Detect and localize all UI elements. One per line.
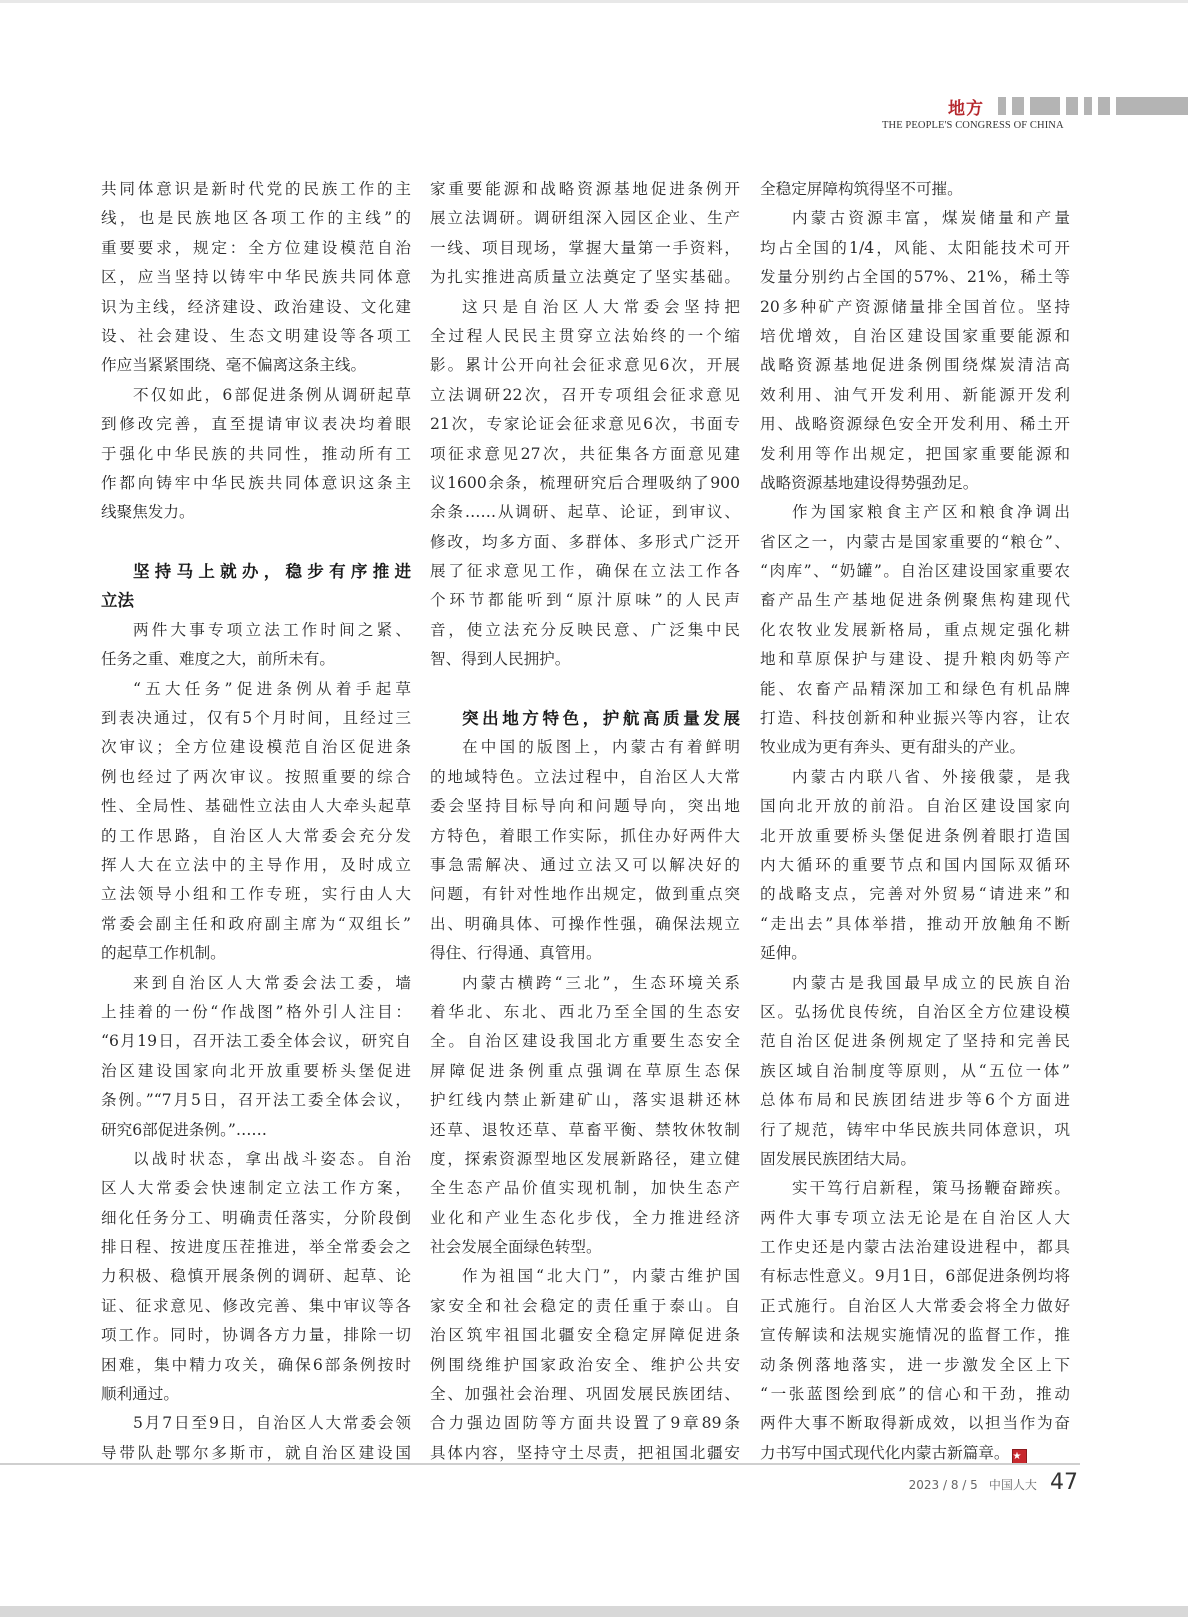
line-text: 有标志性意义。9月1日，6部促进条例均将 (760, 1267, 1070, 1286)
text-line (760, 675, 1070, 704)
star-end-mark-icon: ★ (1012, 1449, 1027, 1464)
text-line (430, 763, 740, 792)
paragraph-gap (101, 528, 411, 557)
line-text: 能、农畜产品精深加工和绿色有机品牌 (760, 679, 1070, 698)
text-line (430, 263, 740, 292)
line-text: 任务之重、难度之大，前所未有。 (101, 650, 335, 669)
line-text: 战略资源基地促进条例围绕煤炭清洁高 (760, 356, 1070, 375)
line-text: 委会坚持目标导向和问题导向，突出地 (430, 797, 740, 816)
text-line (101, 1057, 411, 1086)
text-line (760, 263, 1070, 292)
article-column-2 (430, 175, 740, 1468)
line-text: 线聚焦发力。 (101, 503, 195, 522)
line-text: 性、全局性、基础性立法由人大牵头起草 (101, 797, 411, 816)
text-line (101, 469, 411, 498)
page-footer (909, 1470, 1078, 1500)
text-line (760, 763, 1070, 792)
line-text: 于强化中华民族的共同性，推动所有工 (101, 444, 411, 463)
text-line (430, 293, 740, 322)
text-line (101, 293, 411, 322)
text-line (101, 204, 411, 233)
line-text: 着华北、东北、西北乃至全国的生态安 (430, 1002, 740, 1021)
text-line (760, 1262, 1070, 1291)
text-line (430, 910, 740, 939)
text-line (760, 1351, 1070, 1380)
line-text: 到修改完善，直至提请审议表决均着眼 (101, 415, 411, 434)
line-text: 两件大事专项立法工作时间之紧、 (133, 620, 411, 639)
text-line (430, 733, 740, 762)
text-line (101, 792, 411, 821)
line-text: 方特色，着眼工作实际，抓住办好两件大 (430, 826, 740, 845)
line-text: 培优增效，自治区建设国家重要能源和 (760, 326, 1070, 345)
line-text: 发利用等作出规定，把国家重要能源和 (760, 444, 1070, 463)
text-line (760, 351, 1070, 380)
text-line (101, 1174, 411, 1203)
line-text: 用、战略资源绿色安全开发利用、稀土开 (760, 415, 1070, 434)
text-line (430, 1174, 740, 1203)
line-text: 5月7日至9日，自治区人大常委会领 (133, 1414, 411, 1433)
paragraph-gap (430, 675, 740, 704)
line-text: 为扎实推进高质量立法奠定了坚实基础。 (430, 268, 740, 287)
line-text: 固发展民族团结大局。 (760, 1149, 916, 1168)
line-text: 出、明确具体、可操作性强，确保法规立 (430, 914, 740, 933)
text-line (760, 1233, 1070, 1262)
text-line (101, 939, 411, 968)
text-line (430, 351, 740, 380)
text-line (760, 322, 1070, 351)
text-line (760, 851, 1070, 880)
line-text: 线，也是民族地区各项工作的主线”的 (101, 209, 411, 228)
line-text: 共同体意识是新时代党的民族工作的主 (101, 180, 411, 198)
line-text: 挥人大在立法中的主导作用，及时成立 (101, 855, 411, 874)
text-line (760, 733, 1070, 762)
section-heading-line (101, 586, 411, 615)
line-text: 21次，专家论证会征求意见6次，书面专 (430, 415, 740, 434)
text-line (760, 1321, 1070, 1350)
header-bar (998, 97, 1006, 115)
footer-magazine-name: 中国人大 (988, 1478, 1037, 1492)
line-text: 实干笃行启新程，策马扬鞭奋蹄疾。 (792, 1179, 1070, 1198)
text-line (430, 175, 740, 204)
text-line (760, 616, 1070, 645)
text-line (760, 381, 1070, 410)
text-line (430, 586, 740, 615)
header-bar (1030, 97, 1060, 115)
text-line (101, 1321, 411, 1350)
text-line (430, 1380, 740, 1409)
text-line (760, 939, 1070, 968)
line-text: 力积极、稳慎开展条例的调研、起草、论 (101, 1267, 411, 1286)
line-text: 立法领导小组和工作专班，实行由人大 (101, 885, 411, 904)
text-line (430, 1292, 740, 1321)
line-text: 还草、退牧还草、草畜平衡、禁牧休牧制 (430, 1120, 740, 1139)
magazine-name: THE PEOPLE'S CONGRESS OF CHINA (882, 120, 1064, 131)
text-line (430, 1204, 740, 1233)
header-bar (1066, 97, 1078, 115)
line-text: 均占全国的1/4，风能、太阳能技术可开 (760, 238, 1070, 257)
line-text: 合力强边固防等方面共设置了9章89条 (430, 1414, 740, 1433)
text-line (101, 263, 411, 292)
line-text: 常委会副主任和政府副主席为“双组长” (101, 914, 411, 933)
text-line (430, 616, 740, 645)
line-text: 到表决通过，仅有5个月时间，且经过三 (101, 709, 411, 728)
text-line (101, 1116, 411, 1145)
line-text: 区。弘扬优良传统，自治区全方位建设模 (760, 1002, 1070, 1021)
text-line (430, 469, 740, 498)
line-text: 不仅如此，6部促进条例从调研起草 (133, 385, 411, 404)
text-line (760, 910, 1070, 939)
line-text: 个环节都能听到“原汁原味”的人民声 (430, 591, 740, 610)
line-text: 治区建设国家向北开放重要桥头堡促进 (101, 1061, 411, 1080)
text-line (430, 1145, 740, 1174)
text-line (101, 910, 411, 939)
line-text: “走出去”具体举措，推动开放触角不断 (760, 914, 1070, 933)
line-text: 研究6部促进条例。”…… (101, 1120, 268, 1139)
line-text: 问题，有针对性地作出规定，做到重点突 (430, 885, 740, 904)
line-text: 度，探索资源型地区发展新路径，建立健 (430, 1149, 740, 1168)
text-line (101, 351, 411, 380)
line-text: 重要要求，规定：全方位建设模范自治 (101, 238, 411, 257)
text-line (760, 969, 1070, 998)
text-line (430, 557, 740, 586)
line-text: 展了征求意见工作，确保在立法工作各 (430, 562, 740, 581)
text-line (430, 1262, 740, 1291)
line-text: 内大循环的重要节点和国内国际双循环 (760, 855, 1070, 874)
text-line (101, 1233, 411, 1262)
footer-divider (0, 1463, 1080, 1465)
line-text: 议1600余条，梳理研究后合理吸纳了900 (430, 473, 740, 492)
line-text: 畜产品生产基地促进条例聚焦构建现代 (760, 591, 1070, 610)
line-text: 作应当紧紧围绕、毫不偏离这条主线。 (101, 356, 367, 375)
line-text: 作为祖国“北大门”，内蒙古维护国 (462, 1267, 740, 1286)
text-line (101, 175, 411, 204)
line-text: 立法调研22次，召开专项组会征求意见 (430, 385, 740, 404)
line-text: 立法 (101, 591, 134, 611)
text-line (430, 410, 740, 439)
line-text: “五大任务”促进条例从着手起草 (133, 679, 411, 698)
text-line (101, 1145, 411, 1174)
line-text: 的工作思路，自治区人大常委会充分发 (101, 826, 411, 845)
text-line (101, 645, 411, 674)
line-text: 一线、项目现场，掌握大量第一手资料， (430, 238, 740, 257)
text-line (101, 410, 411, 439)
line-text: 例围绕维护国家政治安全、维护公共安 (430, 1355, 740, 1374)
text-line (760, 528, 1070, 557)
text-line (760, 822, 1070, 851)
text-line (760, 1086, 1070, 1115)
line-text: 全、加强社会治理、巩固发展民族团结、 (430, 1385, 740, 1404)
line-text: 上挂着的一份“作战图”格外引人注目： (101, 1002, 411, 1021)
text-line (430, 322, 740, 351)
line-text: 动条例落地落实，进一步激发全区上下 (760, 1355, 1070, 1374)
line-text: 两件大事专项立法无论是在自治区人大 (760, 1208, 1070, 1227)
text-line (760, 410, 1070, 439)
section-heading-line (430, 704, 740, 733)
line-text: 区人大常委会快速制定立法工作方案， (101, 1179, 411, 1198)
line-text: 突出地方特色，护航高质量发展 (462, 709, 740, 729)
line-text: 内蒙古内联八省、外接俄蒙，是我 (792, 767, 1070, 786)
text-line (101, 1027, 411, 1056)
line-text: 发量分别约占全国的57%、21%，稀土等 (760, 268, 1070, 287)
text-line (101, 1409, 411, 1438)
text-line (101, 616, 411, 645)
line-text: 次审议；全方位建设模范自治区促进条 (101, 738, 411, 757)
line-text: 排日程、按进度压茬推进，举全常委会之 (101, 1238, 411, 1257)
text-line (760, 1204, 1070, 1233)
text-line (101, 498, 411, 527)
text-line (430, 1409, 740, 1438)
text-line (101, 234, 411, 263)
line-text: 治区筑牢祖国北疆安全稳定屏障促进条 (430, 1326, 740, 1345)
text-line (101, 704, 411, 733)
text-line (101, 322, 411, 351)
line-text: 家安全和社会稳定的责任重于泰山。自 (430, 1296, 740, 1315)
text-line (760, 1145, 1070, 1174)
text-line (101, 1380, 411, 1409)
text-line (430, 528, 740, 557)
line-text: 内蒙古是我国最早成立的民族自治 (792, 973, 1070, 992)
line-text: 总体布局和民族团结进步等6个方面进 (760, 1091, 1070, 1110)
line-text: 的地域特色。立法过程中，自治区人大常 (430, 767, 740, 786)
header-bar (1116, 97, 1188, 115)
text-line (430, 822, 740, 851)
text-line (430, 645, 740, 674)
line-text: 坚持马上就办，稳步有序推进 (133, 562, 411, 582)
text-line (760, 880, 1070, 909)
line-text: 打造、科技创新和种业振兴等内容，让农 (760, 709, 1070, 728)
text-line (760, 1174, 1070, 1203)
text-line (430, 204, 740, 233)
line-text: 化农牧业发展新格局，重点规定强化耕 (760, 620, 1070, 639)
header-bar (1098, 97, 1110, 115)
line-text: 作都向铸牢中华民族共同体意识这条主 (101, 473, 411, 492)
line-text: 屏障促进条例重点强调在草原生态保 (430, 1061, 740, 1080)
text-line (430, 1027, 740, 1056)
line-text: 力书写中国式现代化内蒙古新篇章。 (760, 1443, 1010, 1462)
text-line (760, 1116, 1070, 1145)
line-text: 行了规范，铸牢中华民族共同体意识，巩 (760, 1120, 1070, 1139)
line-text: 条例。”“7月5日，召开法工委全体会议， (101, 1091, 411, 1110)
line-text: 牧业成为更有奔头、更有甜头的产业。 (760, 738, 1026, 757)
line-text: 效利用、油气开发利用、新能源开发利 (760, 385, 1070, 404)
line-text: 正式施行。自治区人大常委会将全力做好 (760, 1296, 1070, 1315)
text-line (760, 175, 1070, 204)
text-line (101, 381, 411, 410)
text-line (101, 851, 411, 880)
line-text: 证、征求意见、修改完善、集中审议等各 (101, 1296, 411, 1315)
line-text: 设、社会建设、生态文明建设等各项工 (101, 326, 411, 345)
line-text: 战略资源基地建设得势强劲足。 (760, 473, 979, 492)
section-title: 地方 (948, 99, 984, 119)
text-line (760, 557, 1070, 586)
text-line (760, 293, 1070, 322)
line-text: “一张蓝图绘到底”的信心和干劲，推动 (760, 1385, 1070, 1404)
text-line (760, 1027, 1070, 1056)
text-line (430, 1321, 740, 1350)
text-line (101, 1086, 411, 1115)
line-text: “6月19日，召开法工委全体会议，研究自 (101, 1032, 411, 1051)
line-text: 20多种矿产资源储量排全国首位。坚持 (760, 297, 1070, 316)
page-header (880, 94, 1188, 134)
text-line (101, 1204, 411, 1233)
text-line (760, 440, 1070, 469)
line-text: 音，使立法充分反映民意、广泛集中民 (430, 620, 740, 639)
text-line (430, 1116, 740, 1145)
line-text: 以战时状态，拿出战斗姿态。自治 (133, 1149, 411, 1168)
text-line (430, 1057, 740, 1086)
line-text: 顺利通过。 (101, 1385, 179, 1404)
line-text: 延伸。 (760, 944, 807, 963)
text-line (760, 1380, 1070, 1409)
line-text: 项工作。同时，协调各方力量，排除一切 (101, 1326, 411, 1345)
text-line (430, 880, 740, 909)
line-text: 工作史还是内蒙古法治建设进程中，都具 (760, 1238, 1070, 1257)
text-line (760, 469, 1070, 498)
bottom-edge (0, 1606, 1188, 1617)
page-number: 47 (1050, 1470, 1078, 1495)
text-line (430, 440, 740, 469)
text-line (430, 234, 740, 263)
line-text: 影。累计公开向社会征求意见6次，开展 (430, 356, 740, 375)
line-text: 这只是自治区人大常委会坚持把 (462, 297, 740, 316)
text-line (430, 1351, 740, 1380)
text-line (760, 704, 1070, 733)
line-text: 全稳定屏障构筑得坚不可摧。 (760, 180, 963, 198)
line-text: 全生态产品价值实现机制，加快生态产 (430, 1179, 740, 1198)
header-bar (1012, 97, 1024, 115)
line-text: 余条……从调研、起草、论证，到审议、 (430, 503, 740, 522)
line-text: 得住、行得通、真管用。 (430, 944, 602, 963)
line-text: 族区域自治制度等原则，从“五位一体” (760, 1061, 1070, 1080)
line-text: 的起草工作机制。 (101, 944, 226, 963)
text-line (760, 498, 1070, 527)
line-text: 来到自治区人大常委会法工委，墙 (133, 973, 411, 992)
section-heading-line (101, 557, 411, 586)
line-text: 项征求意见27次，共征集各方面意见建 (430, 444, 740, 463)
text-line (101, 880, 411, 909)
line-text: “肉库”、“奶罐”。自治区建设国家重要农 (760, 562, 1070, 581)
text-line (430, 498, 740, 527)
line-text: 内蒙古资源丰富，煤炭储量和产量 (792, 209, 1070, 228)
text-line (760, 1409, 1070, 1438)
text-line (430, 381, 740, 410)
text-line (430, 969, 740, 998)
line-text: 智、得到人民拥护。 (430, 650, 571, 669)
text-line (430, 1233, 740, 1262)
line-text: 细化任务分工、明确责任落实，分阶段倒 (101, 1208, 411, 1227)
text-line (101, 1292, 411, 1321)
text-line (101, 440, 411, 469)
line-text: 具体内容，坚持守土尽责，把祖国北疆安 (430, 1443, 740, 1462)
text-line (101, 675, 411, 704)
text-line (760, 792, 1070, 821)
line-text: 两件大事不断取得新成效，以担当作为奋 (760, 1414, 1070, 1433)
line-text: 业化和产业生态化步伐，全力推进经济 (430, 1208, 740, 1227)
text-line (101, 1262, 411, 1291)
text-line (430, 939, 740, 968)
line-text: 困难，集中精力攻关，确保6部条例按时 (101, 1355, 411, 1374)
article-column-3 (760, 175, 1070, 1468)
line-text: 全过程人民民主贯穿立法始终的一个缩 (430, 326, 740, 345)
text-line (101, 998, 411, 1027)
line-text: 宣传解读和法规实施情况的监督工作，推 (760, 1326, 1070, 1345)
text-line (430, 1086, 740, 1115)
text-line (760, 234, 1070, 263)
text-line (101, 763, 411, 792)
line-text: 作为国家粮食主产区和粮食净调出 (792, 503, 1070, 522)
text-line (760, 586, 1070, 615)
text-line (760, 204, 1070, 233)
line-text: 展立法调研。调研组深入园区企业、生产 (430, 209, 740, 228)
line-text: 社会发展全面绿色转型。 (430, 1238, 602, 1257)
line-text: 识为主线，经济建设、政治建设、文化建 (101, 297, 411, 316)
line-text: 北开放重要桥头堡促进条例着眼打造国 (760, 826, 1070, 845)
header-bar (1084, 97, 1092, 115)
issue-date: 2023 / 8 / 5 (908, 1478, 978, 1492)
line-text: 区，应当坚持以铸牢中华民族共同体意 (101, 268, 411, 287)
line-text: 全。自治区建设我国北方重要生态安全 (430, 1032, 740, 1051)
line-text: 护红线内禁止新建矿山，落实退耕还林 (430, 1091, 740, 1110)
text-line (101, 969, 411, 998)
text-line (760, 998, 1070, 1027)
text-line (760, 1292, 1070, 1321)
line-text: 家重要能源和战略资源基地促进条例开 (430, 180, 740, 198)
text-line (430, 998, 740, 1027)
line-text: 地和草原保护与建设、提升粮肉奶等产 (760, 650, 1070, 669)
line-text: 在中国的版图上，内蒙古有着鲜明 (462, 738, 740, 757)
line-text: 内蒙古横跨“三北”，生态环境关系 (462, 973, 740, 992)
line-text: 的战略支点，完善对外贸易“请进来”和 (760, 885, 1070, 904)
line-text: 导带队赴鄂尔多斯市，就自治区建设国 (101, 1443, 411, 1462)
text-line (760, 645, 1070, 674)
text-line (101, 1351, 411, 1380)
line-text: 国向北开放的前沿。自治区建设国家向 (760, 797, 1070, 816)
line-text: 范自治区促进条例规定了坚持和完善民 (760, 1032, 1070, 1051)
text-line (430, 792, 740, 821)
top-edge (0, 0, 1188, 3)
line-text: 省区之一，内蒙古是国家重要的“粮仓”、 (760, 532, 1070, 551)
text-line (760, 1057, 1070, 1086)
line-text: 例也经过了两次审议。按照重要的综合 (101, 767, 411, 786)
text-line (430, 851, 740, 880)
line-text: 事急需解决、通过立法又可以解决好的 (430, 855, 740, 874)
text-line (101, 822, 411, 851)
article-column-1 (101, 175, 411, 1468)
line-text: 修改，均多方面、多群体、多形式广泛开 (430, 532, 740, 551)
text-line (101, 733, 411, 762)
